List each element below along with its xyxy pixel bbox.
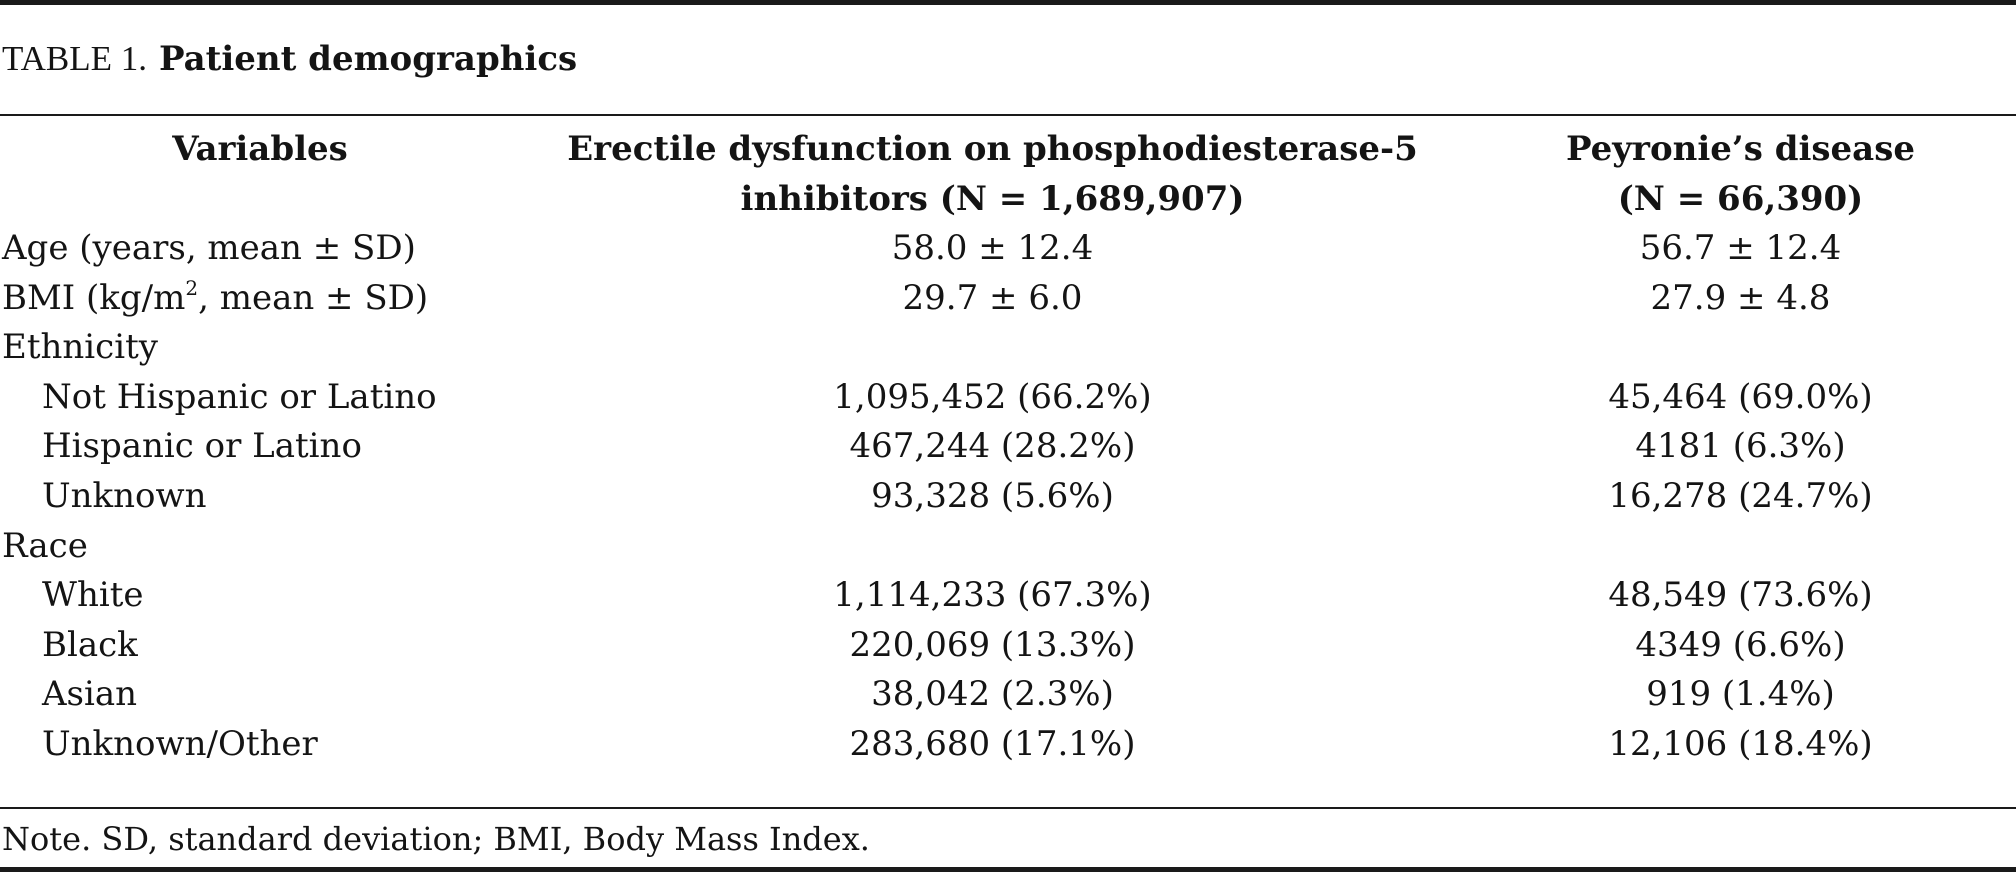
cell-ed-value: 93,328 (5.6%) <box>871 475 1114 516</box>
table-row <box>0 670 2016 720</box>
header-rule <box>0 114 2016 116</box>
cell-ed-value: 58.0 ± 12.4 <box>891 228 1094 268</box>
cell-ed-value: 38,042 (2.3%) <box>871 674 1114 715</box>
cell-pd-value: 919 (1.4%) <box>1646 674 1835 715</box>
column-header-variables: Variables <box>172 129 348 169</box>
cell-pd-value: 56.7 ± 12.4 <box>1639 228 1842 268</box>
cell-pd-value: 4349 (6.6%) <box>1635 624 1846 665</box>
table-number: TABLE 1. <box>2 39 147 78</box>
column-header-ed-line1: Erectile dysfunction on phosphodiesterase-5 <box>567 129 1418 169</box>
table-title: Patient demographics <box>158 39 578 79</box>
column-header-ed-line2: inhibitors (N = 1,689,907) <box>740 179 1245 219</box>
row-label: White <box>42 575 144 616</box>
column-header-erectile-dysfunction <box>520 124 1465 224</box>
top-rule <box>0 0 2016 5</box>
column-header-peyronies-disease <box>1465 124 2016 224</box>
cell-pd-value: 45,464 (69.0%) <box>1608 376 1873 417</box>
demographics-table <box>0 124 2016 770</box>
table-row-age <box>0 224 2016 274</box>
table-caption <box>2 34 577 84</box>
column-header-pd-line1: Peyronie’s disease <box>1566 129 1915 169</box>
table-row <box>0 720 2016 770</box>
table-row <box>0 472 2016 522</box>
cell-pd-value: 4181 (6.3%) <box>1635 426 1846 467</box>
table-row-bmi <box>0 274 2016 324</box>
row-label: Not Hispanic or Latino <box>42 376 437 417</box>
cell-pd-value: 48,549 (73.6%) <box>1608 575 1873 616</box>
table-row-race-heading <box>0 522 2016 572</box>
table-row-ethnicity-heading <box>0 323 2016 373</box>
table-row <box>0 571 2016 621</box>
table-footnote: Note. SD, standard deviation; BMI, Body Mass Index. <box>2 820 870 858</box>
cell-pd-value: 12,106 (18.4%) <box>1608 723 1873 764</box>
row-label: Asian <box>42 674 138 715</box>
table-row <box>0 373 2016 423</box>
row-label: Age (years, mean ± SD) <box>2 228 416 268</box>
cell-ed-value: 1,114,233 (67.3%) <box>833 575 1152 616</box>
cell-ed-value: 220,069 (13.3%) <box>849 624 1136 665</box>
row-label: Unknown/Other <box>42 723 318 764</box>
row-label: Black <box>42 624 138 665</box>
note-rule <box>0 807 2016 809</box>
table-row <box>0 621 2016 671</box>
cell-ed-value: 283,680 (17.1%) <box>849 723 1136 764</box>
cell-pd-value: 27.9 ± 4.8 <box>1650 277 1831 318</box>
row-group-label: Race <box>2 525 88 566</box>
cell-ed-value: 1,095,452 (66.2%) <box>833 376 1152 417</box>
superscript: 2 <box>185 275 199 300</box>
cell-ed-value: 29.7 ± 6.0 <box>902 277 1083 318</box>
row-label: BMI ($kg/m^2$, mean ± SD) <box>2 275 429 318</box>
table-header-row <box>0 124 2016 224</box>
row-group-label: Ethnicity <box>2 327 158 368</box>
table-row <box>0 422 2016 472</box>
bottom-rule <box>0 867 2016 872</box>
cell-pd-value: 16,278 (24.7%) <box>1608 475 1873 516</box>
row-label: Hispanic or Latino <box>42 426 362 467</box>
column-header-pd-line2: (N = 66,390) <box>1617 179 1864 219</box>
row-label: Unknown <box>42 475 207 516</box>
cell-ed-value: 467,244 (28.2%) <box>849 426 1136 467</box>
